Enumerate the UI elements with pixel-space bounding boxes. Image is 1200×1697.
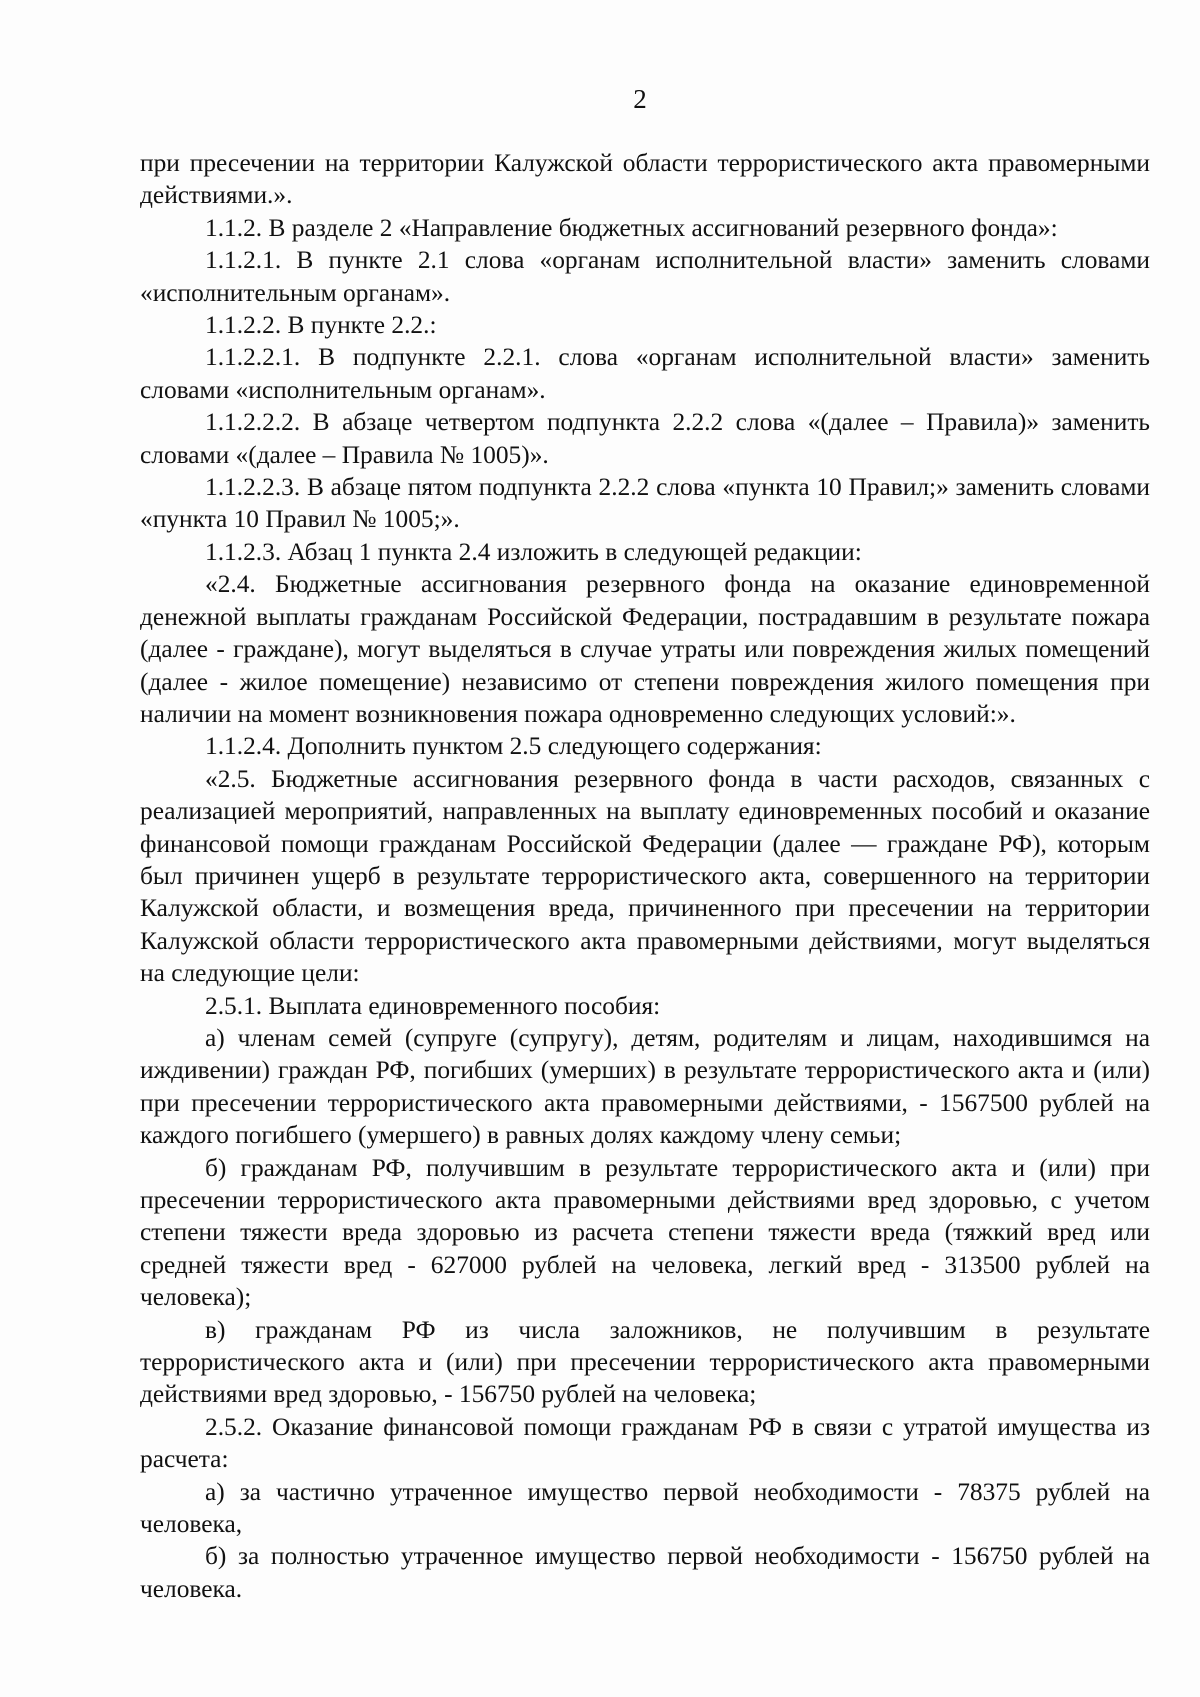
paragraph-1-1-2-4: 1.1.2.4. Дополнить пунктом 2.5 следующего содержания: [205,732,822,761]
paragraph-2-5-quote: «2.5. Бюджетные ассигнования резервного фонда в части расходов, связанных с реализацией мероприятий, направленных на выплату единовременных пособий и оказание финансовой помощи гражданам Российской Федерации (далее — граждане РФ), которым был причинен ущерб в результате террористического акта, совершенного на территории Калужской области, и возмещения вреда, причиненного при пресечении на территории Калужской области террористического акта правомерными действиями, могут выделяться на следующие цели: [140,764,1150,988]
paragraph-1-1-2-2-3: 1.1.2.2.3. В абзаце пятом подпункта 2.2.2 слова «пункта 10 Правил;» заменить словами «пункта 10 Правил № 1005;». [140,473,1150,534]
paragraph-1-1-2-3: 1.1.2.3. Абзац 1 пункта 2.4 изложить в следующей редакции: [205,537,862,566]
paragraph-2-5-1-a: а) членам семей (супруге (супругу), детям, родителям и лицам, находившимся на иждивении) граждан РФ, погибших (умерших) в результате террористического акта и (или) при пресечении террористического акта правомерными действиями, - 1567500 рублей на каждого погибшего (умершего) в равных долях каждому члену семьи; [140,1023,1150,1150]
paragraph-continuation: при пресечении на территории Калужской области террористического акта правомерными действиями.». [140,149,1150,210]
page-number: 2 [633,84,647,114]
paragraph-2-5-2: 2.5.2. Оказание финансовой помощи гражданам РФ в связи с утратой имущества из расчета: [140,1412,1150,1474]
document-body [140,147,1150,1605]
paragraph-1-1-2-1: 1.1.2.1. В пункте 2.1 слова «органам исполнительной власти» заменить словами «исполнительным органам». [140,246,1150,307]
paragraph-2-5-1-v: в) гражданам РФ из числа заложников, не получившим в результате террористического акта и (или) при пресечении террористического акта правомерными действиями вред здоровью, - 156750 рублей на человека; [140,1315,1150,1409]
paragraph-2-5-1-b: б) гражданам РФ, получившим в результате террористического акта и (или) при пресечении террористического акта правомерными действиями вред здоровью, с учетом степени тяжести вреда здоровью из расчета степени тяжести вреда (тяжкий вред или средней тяжести вред - 627000 рублей на человека, легкий вред - 313500 рублей на человека); [140,1153,1150,1312]
paragraph-1-1-2-2: 1.1.2.2. В пункте 2.2.: [205,311,437,340]
paragraph-2-5-1: 2.5.1. Выплата единовременного пособия: [205,991,661,1020]
paragraph-1-1-2: 1.1.2. В разделе 2 «Направление бюджетных ассигнований резервного фонда»: [205,213,1058,242]
paragraph-1-1-2-2-2: 1.1.2.2.2. В абзаце четвертом подпункта 2.2.2 слова «(далее – Правила)» заменить словами «(далее – Правила № 1005)». [140,408,1150,469]
paragraph-2-5-2-a: а) за частично утраченное имущество первой необходимости - 78375 рублей на человека, [140,1477,1150,1539]
paragraph-2-5-2-b: б) за полностью утраченное имущество первой необходимости - 156750 рублей на человека. [140,1542,1150,1603]
paragraph-1-1-2-2-1: 1.1.2.2.1. В подпункте 2.2.1. слова «органам исполнительной власти» заменить словами «исполнительным органам». [140,343,1150,404]
paragraph-2-4-quote: «2.4. Бюджетные ассигнования резервного фонда на оказание единовременной денежной выплаты гражданам Российской Федерации, пострадавшим в результате пожара (далее - граждане), могут выделяться в случае утраты или повреждения жилых помещений (далее - жилое помещение) независимо от степени повреждения жилого помещения при наличии на момент возникновения пожара одновременно следующих условий:». [140,570,1150,728]
